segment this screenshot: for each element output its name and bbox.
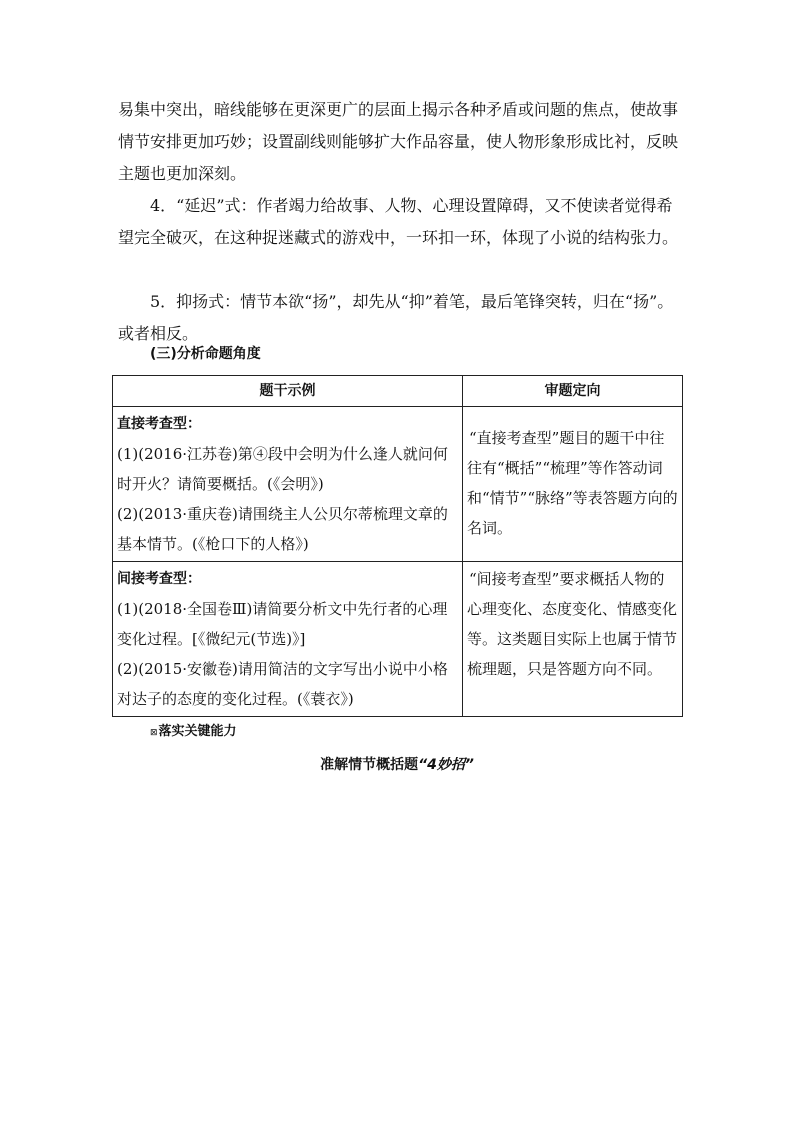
table-row [113, 562, 683, 717]
section-marker-icon: ⊠ [150, 728, 158, 738]
table-cell-guidance [463, 407, 683, 562]
table-cell-guidance [463, 562, 683, 717]
table-header-cell: 审题定向 [463, 376, 683, 407]
table-row [113, 407, 683, 562]
paragraph-suppress-praise-style: 5．抑扬式：情节本欲“扬”，却先从“抑”着笔，最后笔锋突转，归在“扬”。或者相反。 [118, 292, 674, 343]
example-item: (2)(2013·重庆卷)请围绕主人公贝尔蒂梳理文章的基本情节。(《枪口下的人格》) [117, 505, 448, 553]
table-header-row [113, 376, 683, 407]
example-item: (1)(2016·江苏卷)第④段中会明为什么逢人就问何时开火？请简要概括。(《会明》) [117, 445, 448, 493]
example-item: (1)(2018·全国卷Ⅲ)请简要分析文中先行者的心理变化过程。[《微纪元(节选)》] [117, 600, 448, 648]
guidance-text: “直接考查型”题目的题干中往往有“概括”“梳理”等作答动词和“情节”“脉络”等表答题方向的名词。 [467, 429, 678, 537]
table-cell-examples [113, 562, 463, 717]
section-title: (三)分析命题角度 [150, 346, 261, 362]
table-header-cell: 题干示例 [113, 376, 463, 407]
capability-label-text: 落实关键能力 [158, 724, 237, 739]
sub-heading [0, 752, 794, 778]
guidance-text: “间接考查型”要求概括人物的心理变化、态度变化、情感变化等。这类题目实际上也属于情节梳理题，只是答题方向不同。 [467, 570, 678, 678]
paragraph-delay-style: 4．“延迟”式：作者竭力给故事、人物、心理设置障碍，又不使读者觉得希望完全破灭，在这种捉迷藏式的游戏中，一环扣一环，体现了小说的结构张力。 [118, 196, 679, 247]
question-angle-table [112, 375, 683, 717]
sub-heading-prefix: 准解情节概括题 [320, 757, 419, 773]
capability-section-label [150, 720, 237, 745]
sub-heading-suffix: “4妙招” [418, 757, 474, 773]
question-type-label: 直接考查型： [117, 416, 201, 432]
example-item: (2)(2015·安徽卷)请用简洁的文字写出小说中小格对达子的态度的变化过程。(《蓑衣》) [117, 660, 448, 708]
table-cell-examples [113, 407, 463, 562]
question-type-label: 间接考查型： [117, 571, 201, 587]
paragraph-narrative-lines: 易集中突出，暗线能够在更深更广的层面上揭示各种矛盾或问题的焦点，使故事情节安排更加巧妙；设置副线则能够扩大作品容量，使人物形象形成比衬，反映主题也更加深刻。 [118, 100, 679, 183]
